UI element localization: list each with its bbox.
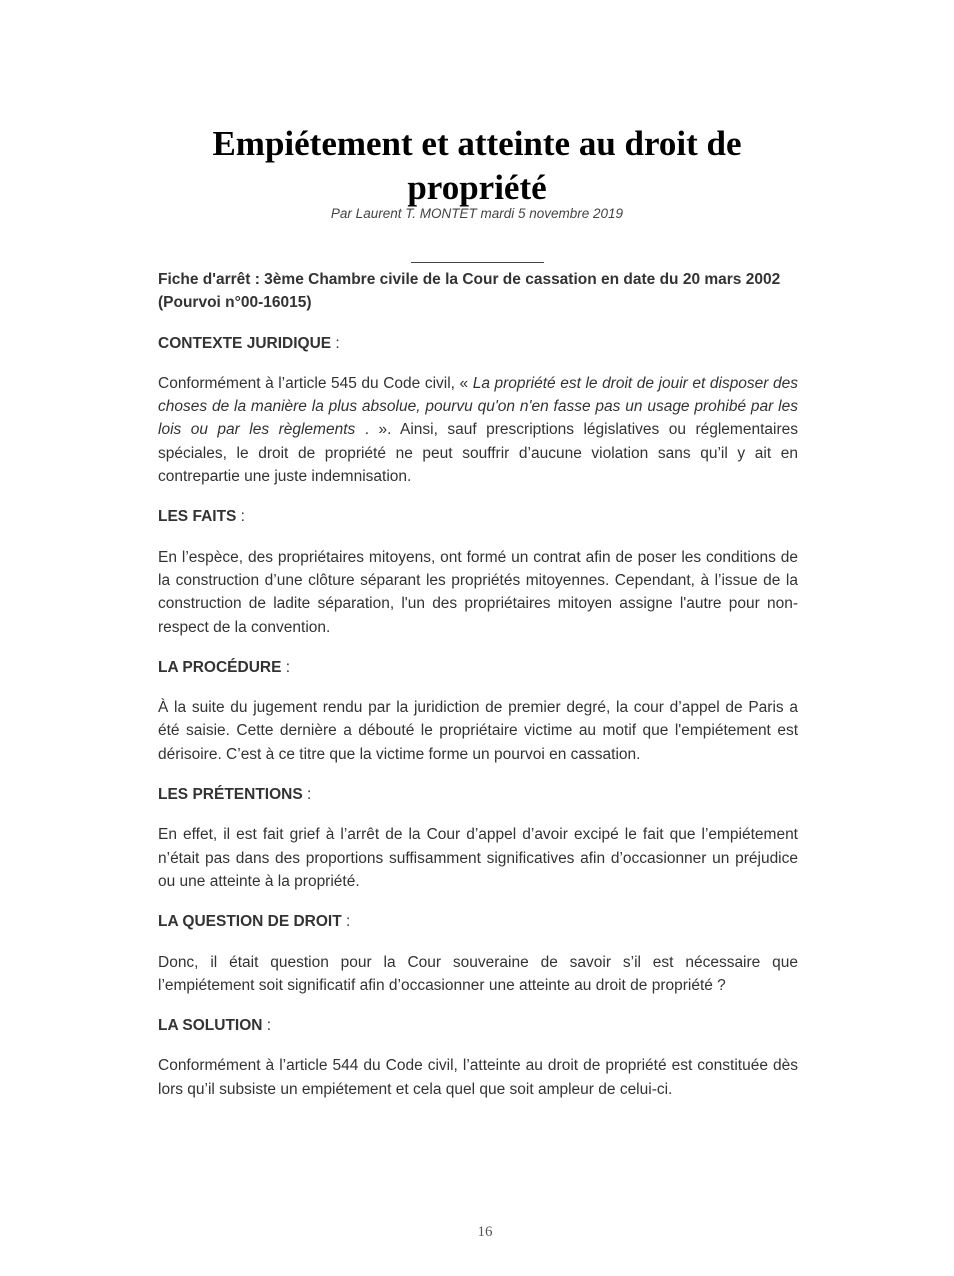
heading-colon: : xyxy=(262,1017,272,1035)
section-heading-procedure xyxy=(158,656,798,679)
section-body-procedure: À la suite du jugement rendu par la juridiction de premier degré, la cour d’appel de Paris a été saisie. Cette dernière a débouté le propriétaire victime au motif que l'empiétement est dérisoire. C’est à ce titre que la victime forme un pourvoi en cassation. xyxy=(158,699,798,763)
heading-colon: : xyxy=(341,913,351,931)
heading-label: LES FAITS xyxy=(158,508,237,526)
section-heading-pretentions xyxy=(158,783,798,806)
title-divider xyxy=(411,262,544,263)
section-body-faits: En l’espèce, des propriétaires mitoyens, ont formé un contrat afin de poser les conditions de la construction d’une clôture séparant les propriétés mitoyennes. Cependant, à l’issue de la construction de ladite séparation, l'un des propriétaires mitoyen assigne l'autre pour non-respect de la convention. xyxy=(158,548,798,636)
section-heading-question xyxy=(158,910,798,933)
section-heading-faits xyxy=(158,505,798,528)
heading-label: LA SOLUTION xyxy=(158,1017,263,1035)
heading-colon: : xyxy=(236,508,245,526)
section-heading-contexte xyxy=(158,332,798,355)
section-body-solution: Conformément à l’article 544 du Code civil, l’atteinte au droit de propriété est constituée dès lors qu’il subsiste un empiétement et cela quel que soit ampleur de celui-ci. xyxy=(158,1057,798,1098)
contexte-outro: . ». Ainsi, sauf prescriptions législatives ou réglementaires spéciales, le droit de propriété ne peut souffrir d’aucune violation sans qu’il y ait en contrepartie une juste indemnisation. xyxy=(158,421,798,486)
heading-label: LA QUESTION DE DROIT xyxy=(158,913,342,931)
heading-label: CONTEXTE JURIDIQUE xyxy=(158,334,332,352)
page-number: 16 xyxy=(477,1224,493,1240)
fiche-arret: Fiche d'arrêt : 3ème Chambre civile de la Cour de cassation en date du 20 mars 2002 (Pourvoi n°00-16015) xyxy=(158,271,781,312)
article-body xyxy=(158,268,798,1118)
heading-colon: : xyxy=(281,658,291,676)
contexte-intro: Conformément à l’article 545 du Code civil, « xyxy=(158,374,473,392)
section-body-pretentions: En effet, il est fait grief à l’arrêt de la Cour d’appel d’avoir excipé le fait que l’empiétement n’était pas dans des proportions suffisamment significatives afin d’occasionner un préjudice ou une atteinte à la propriété. xyxy=(158,826,798,890)
article-545-quote: La propriété est le droit de jouir et disposer des choses de la manière la plus absolue, pourvu qu'on n'en fasse pas un usage prohibé par les lois ou par les règlements xyxy=(158,374,799,439)
page-title: Empiétement et atteinte au droit de propriété xyxy=(212,124,742,207)
section-heading-solution xyxy=(158,1014,798,1037)
heading-colon: : xyxy=(331,334,340,352)
heading-colon: : xyxy=(302,786,312,804)
byline: Par Laurent T. MONTET mardi 5 novembre 2019 xyxy=(330,206,624,221)
heading-label: LES PRÉTENTIONS xyxy=(158,786,303,804)
heading-label: LA PROCÉDURE xyxy=(158,658,282,676)
section-body-question: Donc, il était question pour la Cour souveraine de savoir s’il est nécessaire que l’empiétement soit significatif afin d’occasionner une atteinte au droit de propriété ? xyxy=(158,953,798,994)
section-body-contexte xyxy=(158,372,798,488)
